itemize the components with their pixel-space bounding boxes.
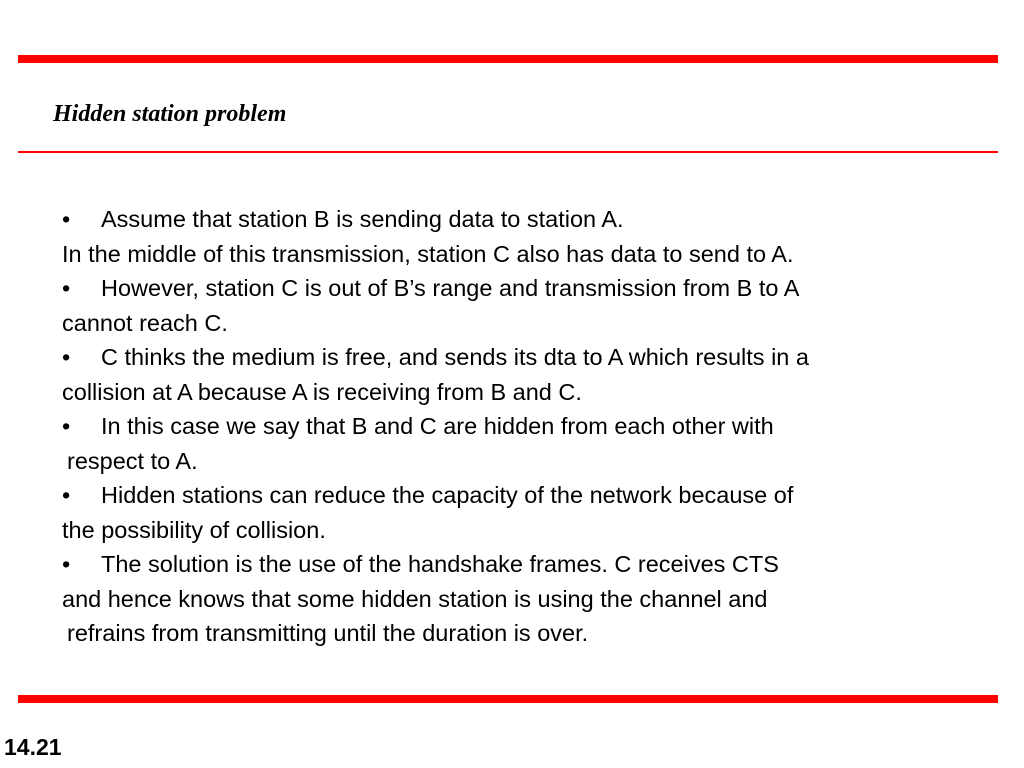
bullet-text: Hidden stations can reduce the capacity of the network because of xyxy=(101,482,794,508)
body-line xyxy=(62,340,1012,375)
body-text: the possibility of collision. xyxy=(62,516,326,543)
body-line xyxy=(62,375,1012,410)
body-line xyxy=(62,306,1012,341)
body-line xyxy=(62,582,1012,617)
slide-title: Hidden station problem xyxy=(53,101,287,127)
bullet-glyph: • xyxy=(62,482,71,508)
title-underline-rule xyxy=(18,151,998,153)
body-line xyxy=(62,444,1012,479)
bullet-glyph: • xyxy=(62,206,71,232)
body-line xyxy=(62,237,1012,272)
bullet-glyph: • xyxy=(62,344,71,370)
bullet-text: However, station C is out of B’s range and transmission from B to A xyxy=(101,275,800,301)
bullet-glyph: • xyxy=(62,275,71,301)
body-line xyxy=(62,202,1012,237)
body-line xyxy=(62,409,1012,444)
body-text: In the middle of this transmission, station C also has data to send to A. xyxy=(62,240,794,267)
body-text: cannot reach C. xyxy=(62,309,228,336)
bullet-text: Assume that station B is sending data to station A. xyxy=(101,206,624,232)
body-text: collision at A because A is receiving from B and C. xyxy=(62,378,582,405)
bullet-text: In this case we say that B and C are hidden from each other with xyxy=(101,413,774,439)
body-text: respect to A. xyxy=(67,447,198,474)
bullet-text: The solution is the use of the handshake frames. C receives CTS xyxy=(101,551,779,577)
bullet-glyph: • xyxy=(62,551,71,577)
body-text: refrains from transmitting until the duration is over. xyxy=(67,620,589,646)
bullet-glyph: • xyxy=(62,413,71,439)
body-line xyxy=(62,271,1012,306)
slide-body xyxy=(62,202,1012,651)
body-text: and hence knows that some hidden station is using the channel and xyxy=(62,585,768,612)
bullet-text: C thinks the medium is free, and sends its dta to A which results in a xyxy=(101,344,809,370)
bottom-red-rule xyxy=(18,695,998,703)
body-line xyxy=(62,616,1012,651)
slide-number: 14.21 xyxy=(4,734,62,760)
body-line xyxy=(62,478,1012,513)
top-red-rule xyxy=(18,55,998,63)
body-line xyxy=(62,513,1012,548)
body-line xyxy=(62,547,1012,582)
